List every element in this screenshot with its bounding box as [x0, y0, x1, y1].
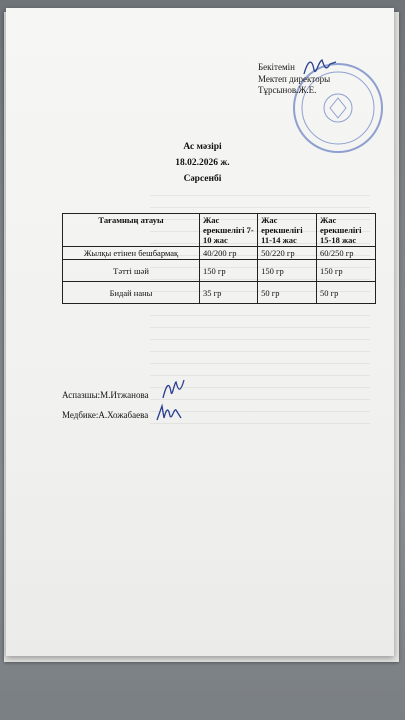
nurse-signature-line: Медбике:А.Хожабаева [62, 410, 149, 420]
header-age-11-14: Жас ерекшелігі 11-14 жас [258, 214, 317, 247]
dish-name: Жылқы етінен бешбармақ [63, 247, 200, 260]
menu-weekday: Сәрсенбі [183, 174, 222, 184]
header-dish-name: Тағамның атауы [63, 214, 200, 247]
menu-table [62, 213, 376, 304]
table-header-row [63, 214, 376, 247]
cook-signature-line: Аспазшы:М.Итжанова [62, 390, 149, 400]
approval-line-2: Мектеп директоры [258, 73, 331, 84]
director-signature-icon [300, 56, 340, 78]
portion-15-18: 50 гр [317, 282, 376, 304]
portion-11-14: 150 гр [258, 260, 317, 282]
portion-7-10: 40/200 гр [200, 247, 258, 260]
menu-title: Ас мәзірі [183, 142, 222, 152]
menu-date: 18.02.2026 ж. [175, 158, 230, 168]
approval-line-1: Бекітемін [258, 62, 295, 72]
portion-7-10: 35 гр [200, 282, 258, 304]
nurse-signature-icon [154, 400, 184, 424]
portion-15-18: 60/250 гр [317, 247, 376, 260]
table-row [63, 260, 376, 282]
portion-11-14: 50 гр [258, 282, 317, 304]
header-age-15-18: Жас ерекшелігі 15-18 жас [317, 214, 376, 247]
portion-15-18: 150 гр [317, 260, 376, 282]
portion-7-10: 150 гр [200, 260, 258, 282]
header-age-7-10: Жас ерекшелігі 7-10 жас [200, 214, 258, 247]
dish-name: Бидай наны [63, 282, 200, 304]
table-row [63, 282, 376, 304]
dish-name: Тәтті шәй [63, 260, 200, 282]
portion-11-14: 50/220 гр [258, 247, 317, 260]
approval-line-3: Тұрсынов.Ж.Е. [258, 85, 317, 95]
table-row [63, 247, 376, 260]
cook-signature-icon [160, 376, 186, 402]
